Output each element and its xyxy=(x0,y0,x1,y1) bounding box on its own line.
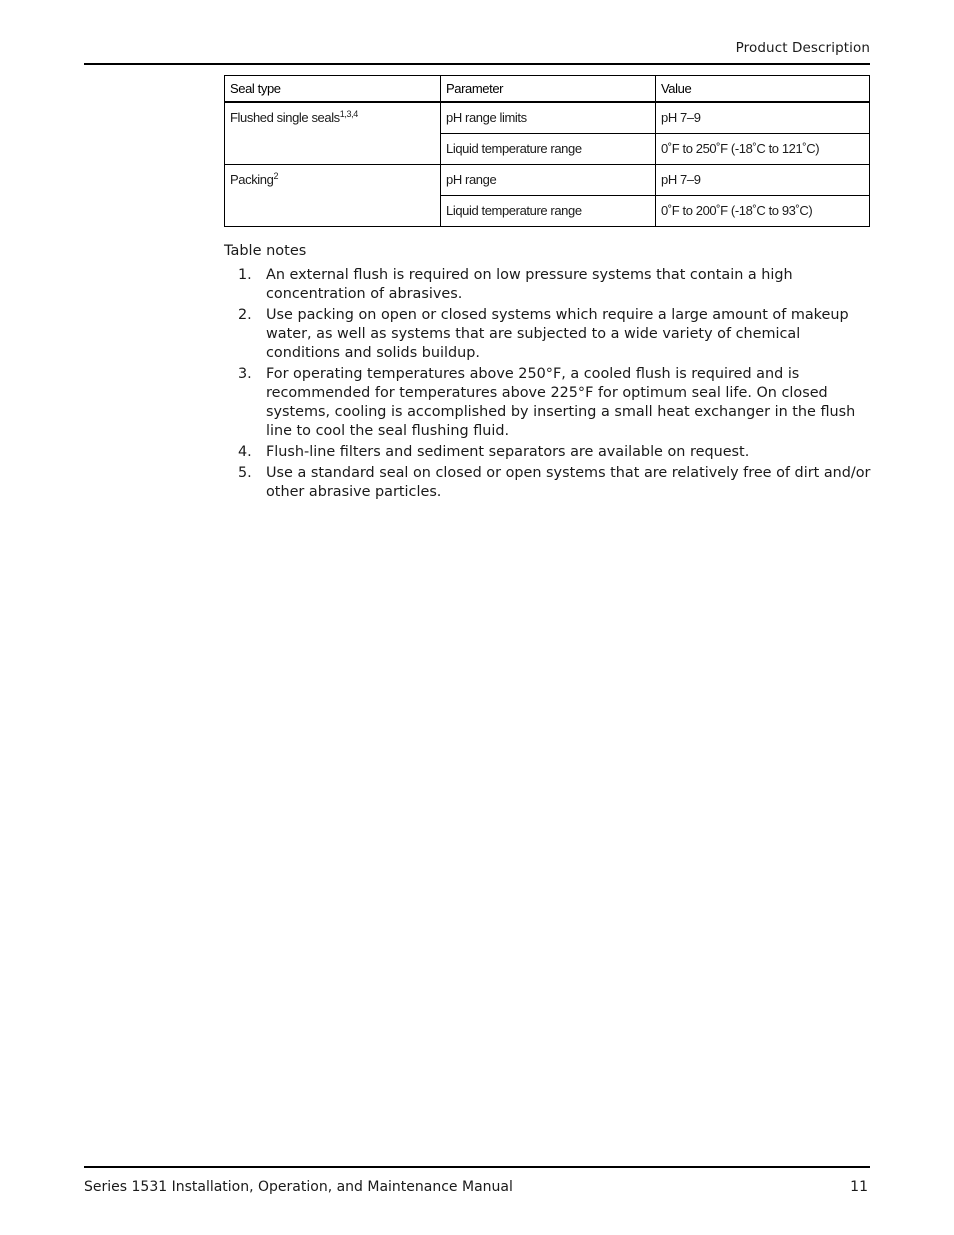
note-number: 5. xyxy=(238,465,252,481)
footnote-reference: 1,3,4 xyxy=(339,109,358,119)
parameter-cell: Liquid temperature range xyxy=(441,196,656,227)
parameter-cell: pH range limits xyxy=(441,102,656,134)
column-header-value: Value xyxy=(656,76,870,103)
table-row xyxy=(225,165,870,196)
column-header-parameter: Parameter xyxy=(441,76,656,103)
column-header-seal-type: Seal type xyxy=(225,76,441,103)
seal-specification-table xyxy=(224,75,870,227)
note-text: For operating temperatures above 250°F, a cooled flush is required and is recommended for temperatures above 225°F for optimum seal life. On closed systems, cooling is accomplished by inserting a small heat exchanger in the flush line to cool the seal flushing fluid. xyxy=(266,366,856,439)
list-item xyxy=(224,306,874,363)
note-number: 2. xyxy=(238,307,252,323)
seal-type-name: Flushed single seals xyxy=(230,110,340,125)
list-item xyxy=(224,464,874,502)
list-item xyxy=(224,365,874,441)
note-number: 4. xyxy=(238,444,252,460)
running-header: Product Description xyxy=(735,40,870,56)
list-item xyxy=(224,443,874,462)
table-notes-heading: Table notes xyxy=(224,243,307,259)
list-item xyxy=(224,266,874,304)
value-cell: pH 7–9 xyxy=(656,165,870,196)
table-header-row xyxy=(225,76,870,103)
parameter-cell: pH range xyxy=(441,165,656,196)
note-text: Use a standard seal on closed or open systems that are relatively free of dirt and/or other abrasive particles. xyxy=(266,465,871,500)
seal-type-cell xyxy=(225,165,441,227)
footer-manual-title: Series 1531 Installation, Operation, and Maintenance Manual xyxy=(84,1179,513,1195)
value-cell: 0˚F to 250˚F (-18˚C to 121˚C) xyxy=(656,134,870,165)
header-divider xyxy=(84,63,870,65)
note-text: Flush-line filters and sediment separators are available on request. xyxy=(266,444,750,460)
seal-type-name: Packing xyxy=(230,172,274,187)
note-number: 3. xyxy=(238,366,252,382)
value-cell: pH 7–9 xyxy=(656,102,870,134)
note-text: Use packing on open or closed systems which require a large amount of makeup water, as well as systems that are subjected to a wide variety of chemical conditions and solids buildup. xyxy=(266,307,849,361)
table-row xyxy=(225,102,870,134)
parameter-cell: Liquid temperature range xyxy=(441,134,656,165)
page-number: 11 xyxy=(850,1179,868,1195)
value-cell: 0˚F to 200˚F (-18˚C to 93˚C) xyxy=(656,196,870,227)
table-notes-list xyxy=(224,266,874,504)
seal-type-cell xyxy=(225,102,441,165)
note-number: 1. xyxy=(238,267,252,283)
note-text: An external flush is required on low pressure systems that contain a high concentration of abrasives. xyxy=(266,267,793,302)
footnote-reference: 2 xyxy=(273,171,279,181)
footer-divider xyxy=(84,1166,870,1168)
